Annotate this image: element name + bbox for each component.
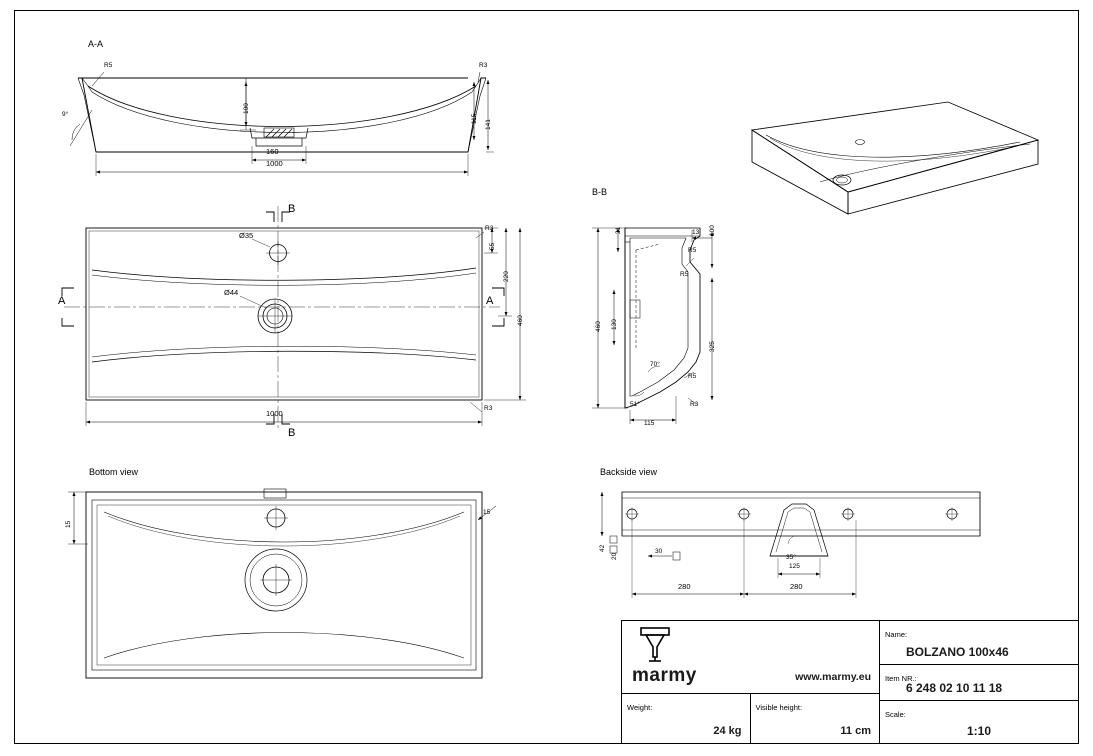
weight-cell [622, 694, 751, 743]
dim-r5-bb-c: R5 [688, 373, 697, 380]
visible-height-cell [751, 694, 880, 743]
dim-r3-aa-right: R3 [479, 62, 488, 69]
view-label-backside: Backside view [600, 467, 658, 477]
title-block-meta-row [622, 694, 879, 743]
view-label-bottom: Bottom view [89, 467, 139, 477]
view-label-section-bb: B-B [592, 187, 608, 197]
marmy-logo-icon [640, 627, 670, 668]
section-marker-b-top: B [288, 203, 296, 215]
item-number-cell [880, 665, 1078, 701]
dim-100-aa: 100 [243, 103, 250, 114]
item-number-value: 6 248 02 10 11 18 [906, 681, 1003, 695]
dim-460-bb: 460 [595, 321, 602, 332]
dim-55: 55 [489, 242, 496, 250]
title-block-left [622, 621, 880, 743]
title-block [621, 620, 1079, 744]
dim-115-bb: 115 [644, 420, 655, 427]
dim-35deg-backside: 35° [786, 554, 796, 561]
view-label-section-aa: A-A [88, 39, 104, 49]
product-name-label: Name: [885, 630, 908, 639]
scale-label: Scale: [885, 710, 906, 719]
dim-280-left-backside: 280 [678, 582, 691, 591]
dim-15-bottom-left: 15 [65, 520, 72, 528]
dim-141-aa: 141 [485, 119, 492, 130]
weight-label: Weight: [627, 703, 653, 712]
dim-100-bb: 100 [709, 225, 716, 236]
dim-15-bottom-right: 15 [483, 509, 491, 516]
dim-r3-top-br: R3 [484, 405, 493, 412]
dim-d35: Ø35 [239, 231, 254, 240]
dim-280-right-backside: 280 [790, 582, 803, 591]
dim-220: 220 [503, 271, 510, 282]
dim-160-aa: 160 [266, 147, 279, 156]
section-marker-b-bottom: B [288, 427, 296, 439]
dim-d44: Ø44 [224, 288, 239, 297]
dim-115-aa: 115 [471, 113, 478, 124]
dim-r5-bb-b: R5 [680, 271, 689, 278]
dim-130-bb: 130 [611, 319, 618, 330]
scale-value: 1:10 [966, 724, 992, 738]
dim-angle-9: 9° [62, 111, 69, 118]
dim-r5-aa-left: R5 [104, 62, 113, 69]
product-name-value: BOLZANO 100x46 [906, 645, 1009, 659]
item-number-label: Item NR.: [885, 674, 917, 683]
dim-460-top: 460 [517, 315, 524, 326]
weight-value: 24 kg [713, 725, 742, 737]
section-marker-a-right: A [486, 295, 494, 307]
dim-1000-top: 1000 [266, 409, 283, 418]
dim-1000-aa: 1000 [266, 159, 283, 168]
visible-height-label: Visible height: [755, 703, 803, 712]
dim-r3-bb: R3 [690, 401, 699, 408]
visible-height-value: 11 cm [840, 725, 871, 737]
dim-30-backside: 30 [655, 548, 663, 555]
dim-20-backside: 20 [611, 552, 618, 560]
dim-125-backside: 125 [789, 563, 800, 570]
brand-website[interactable]: www.marmy.eu [795, 671, 871, 683]
section-marker-a-left: A [58, 295, 66, 307]
dim-r3-top-tr: R3 [485, 225, 494, 232]
dim-51deg: 51° [630, 401, 640, 408]
title-block-right [880, 621, 1078, 743]
product-name-cell [880, 621, 1078, 665]
brand-row [622, 621, 879, 694]
dim-42-backside: 42 [599, 544, 606, 552]
scale-cell [880, 701, 1078, 743]
dim-325-bb: 325 [709, 341, 716, 352]
brand-name: marmy [632, 665, 697, 686]
dim-70deg: 70° [650, 361, 660, 368]
dim-13-bb: 13 [692, 229, 700, 236]
dim-r5-bb-a: R5 [688, 247, 697, 254]
dim-21-bb: 21 [615, 226, 622, 234]
